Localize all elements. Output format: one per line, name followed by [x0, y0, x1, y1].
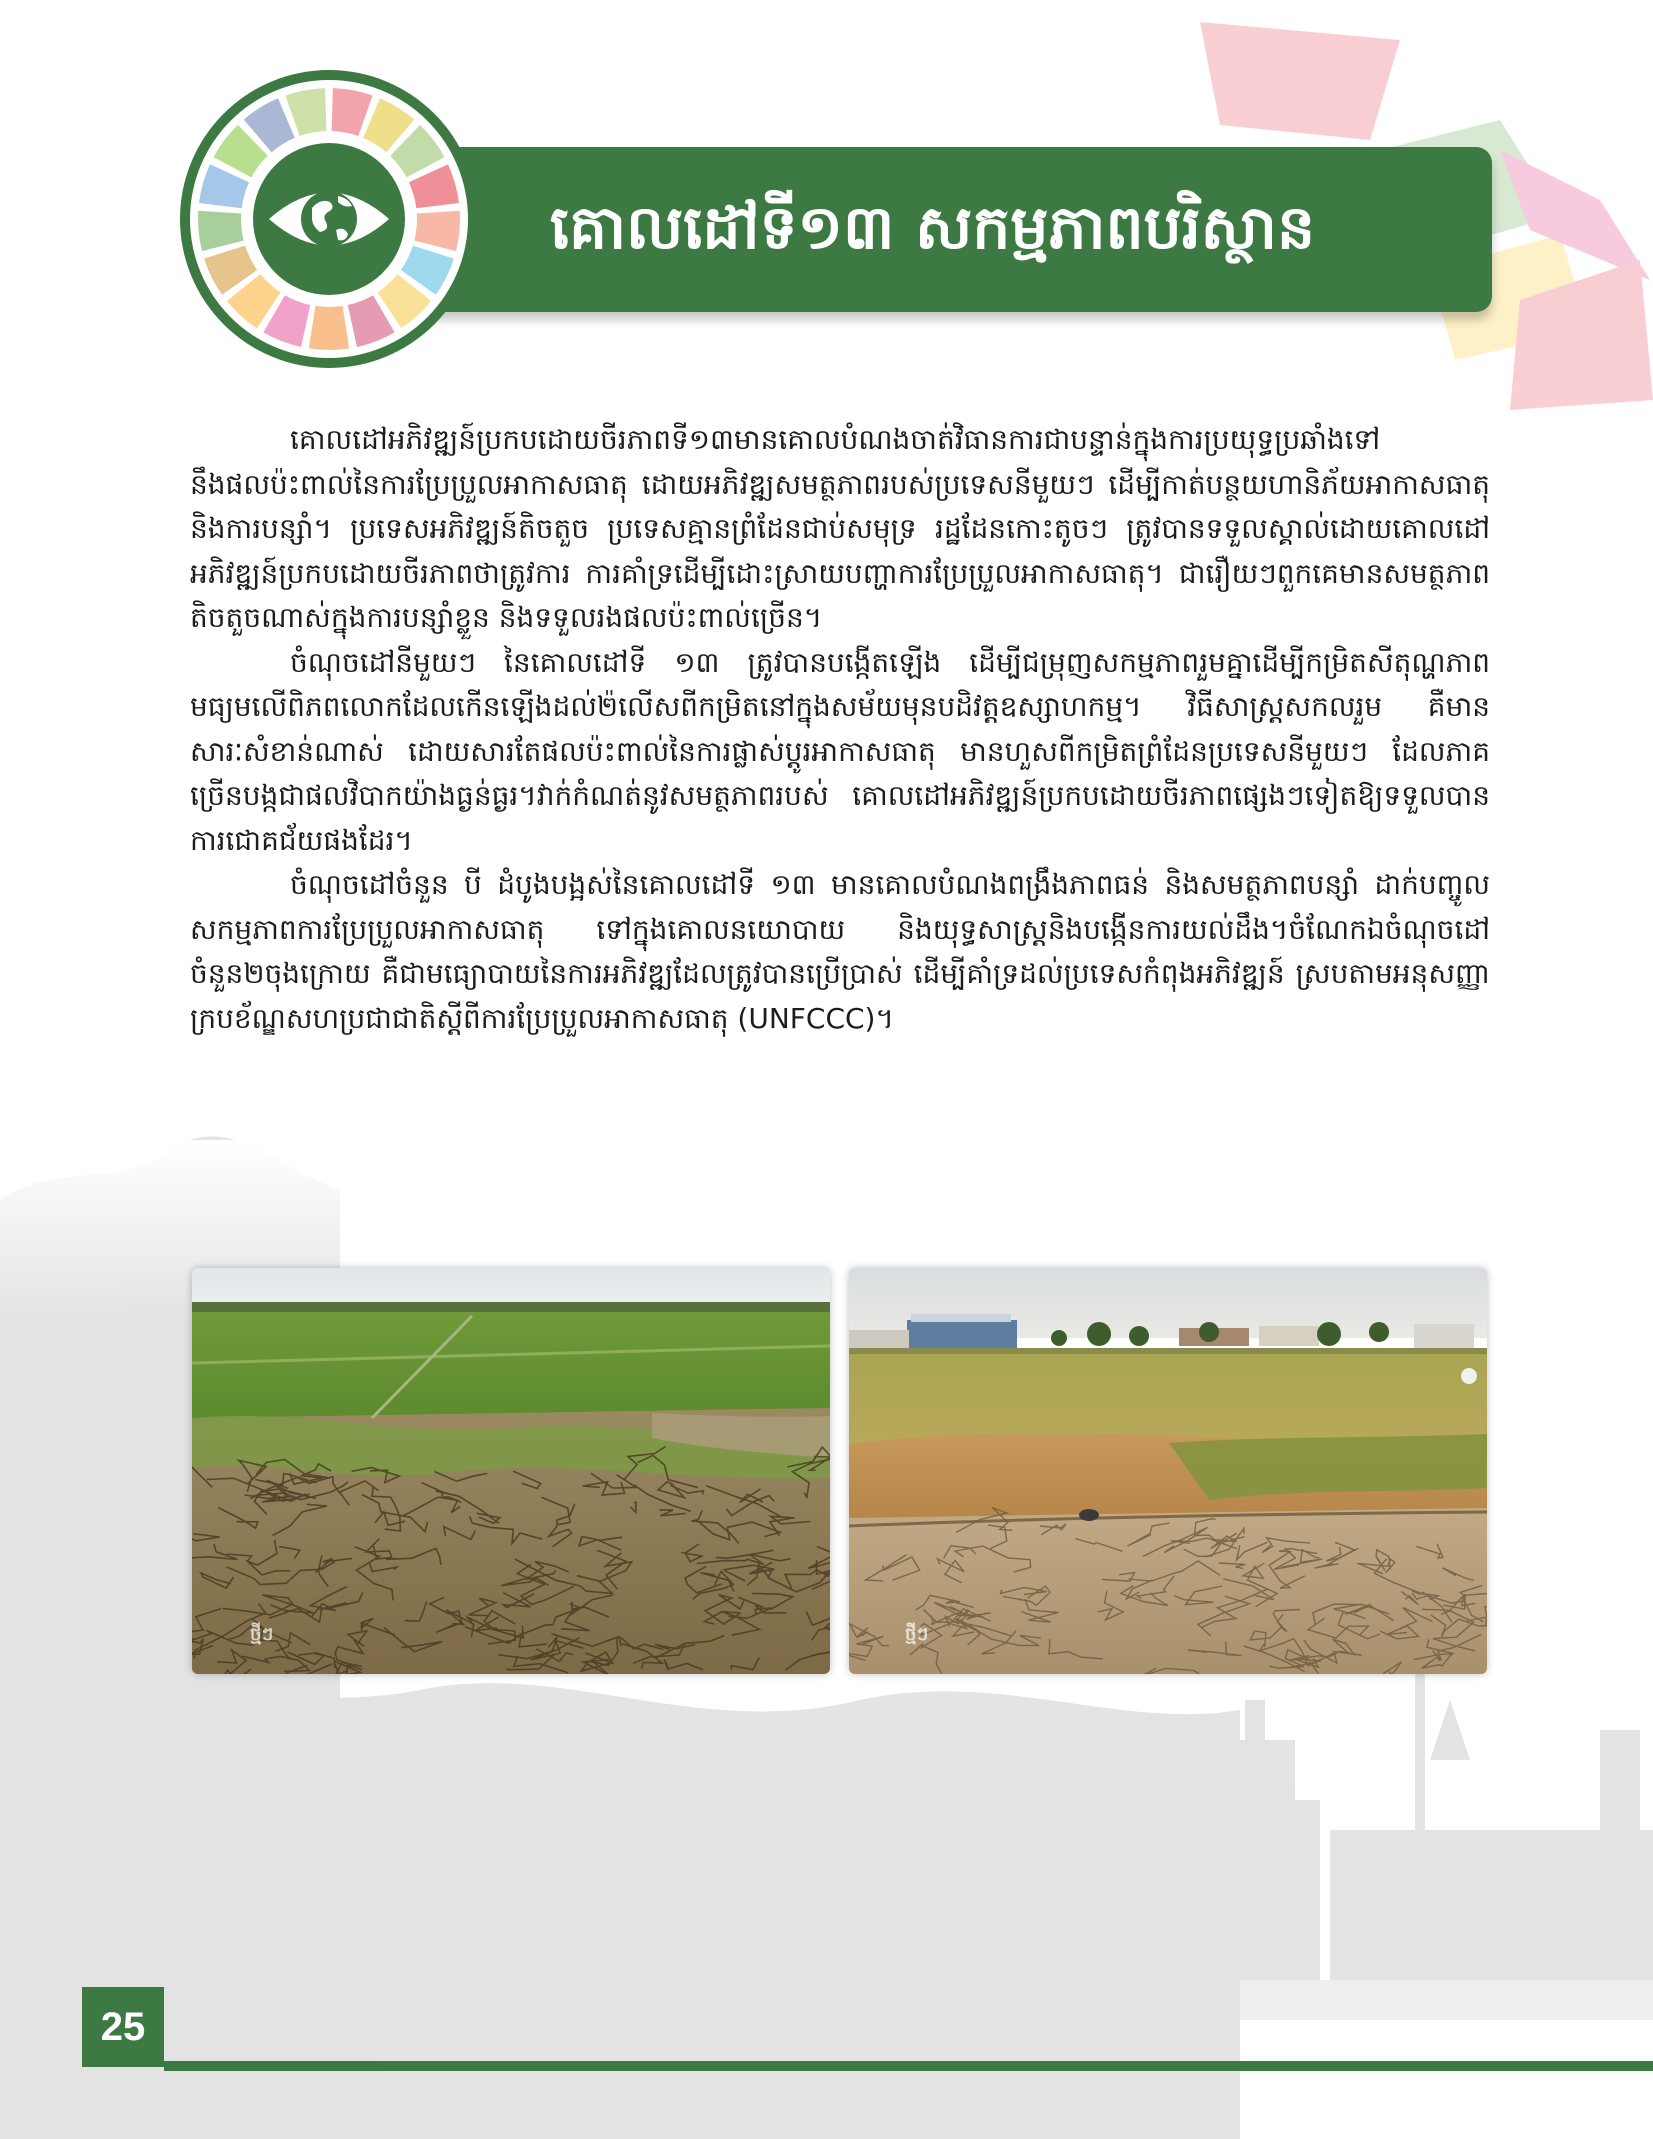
- paragraph-1: គោលដៅអភិវឌ្ឍន៍ប្រកបដោយចីរភាពទី១៣មានគោលបំណងចាត់វិធានការជាបន្ទាន់ក្នុងការប្រយុទ្ធប្រឆាំងទៅនឹងផលប៉ះពាល់នៃការប្រែប្រួលអាកាសធាតុ ដោយអភិវឌ្ឍសមត្ថភាពរបស់ប្រទេសនីមួយៗ ដើម្បីកាត់បន្ថយហានិភ័យអាកាសធាតុ និងការបន្សាំ។ ប្រទេសអភិវឌ្ឍន៍តិចតួច ប្រទេសគ្មានព្រំដែនជាប់សមុទ្រ រដ្ឋដែនកោះតូចៗ ត្រូវបានទទួលស្គាល់ដោយគោលដៅអភិវឌ្ឍន៍ប្រកបដោយចីរភាពថាត្រូវការ ការគាំទ្រដើម្បីដោះស្រាយបញ្ហាការប្រែប្រួលអាកាសធាតុ។ ជារឿយៗពួកគេមានសមត្ថភាពតិចតួចណាស់ក្នុងការបន្សាំខ្លួន និងទទួលរងផលប៉ះពាល់ច្រើន។: [190, 423, 1490, 634]
- paragraph-2: ចំណុចដៅនីមួយៗ នៃគោលដៅទី ១៣ ត្រូវបានបង្កើតឡើង ដើម្បីជម្រុញសកម្មភាពរួមគ្នាដើម្បីកម្រិតសីតុណ្ហភាពមធ្យមលើពិភពលោកដែលកើនឡើងដល់២៉លើសពីកម្រិតនៅក្នុងសម័យមុនបដិវត្តឧស្សាហកម្ម។ វិធីសាស្រ្តសកលរួម គឺមានសារៈសំខាន់ណាស់ ដោយសារតែផលប៉ះពាល់នៃការផ្លាស់ប្តូរអាកាសធាតុ មានហួសពីកម្រិតព្រំដែនប្រទេសនីមួយៗ ដែលភាគច្រើនបង្កជាផលវិបាកយ៉ាងធ្ងន់ធ្ងរ។វាក់កំណត់នូវសមត្ថភាពរបស់ គោលដៅអភិវឌ្ឍន៍ប្រកបដោយចីរភាពផ្សេងៗទៀតឱ្យទទួលបានការជោគជ័យផងដែរ។: [190, 645, 1490, 857]
- sdg-ring-segment: [309, 306, 349, 350]
- page-title: គោលដៅទី១៣ សកម្មភាពបរិស្ថាន: [550, 193, 1316, 263]
- photo-cracked-rice-field: [192, 1268, 830, 1674]
- photo-dried-canal: [849, 1268, 1487, 1674]
- page-number: 25: [100, 2005, 146, 2049]
- footer-rule: [164, 2061, 1653, 2071]
- sdg-goal-badge: [178, 68, 480, 370]
- watermark-logo: ថ្មីៗ: [250, 1624, 274, 1645]
- paragraph-3: ចំណុចដៅចំនួន បី ដំបូងបង្អស់នៃគោលដៅទី ១៣ មានគោលបំណងពង្រឹងភាពធន់ និងសមត្ថភាពបន្សាំ ដាក់បញ្ចូលសកម្មភាពការប្រែប្រួលអាកាសធាតុ ទៅក្នុងគោលនយោបាយ និងយុទ្ធសាស្រ្តនិងបង្កើនការយល់ដឹង។ចំណែកឯចំណុចដៅចំនួន២ចុងក្រោយ គឺជាមធ្យោបាយនៃការអភិវឌ្ឍដែលត្រូវបានប្រើប្រាស់ ដើម្បីគាំទ្រដល់ប្រទេសកំពុងអភិវឌ្ឍន៍ ស្របតាមអនុសញ្ញាក្របខ័ណ្ឌសហប្រជាជាតិស្តីពីការប្រែប្រួលអាកាសធាតុ (UNFCCC)។: [190, 868, 1490, 1035]
- watermark-logo: ថ្មីៗ: [905, 1624, 929, 1645]
- body-text: [190, 418, 1490, 1041]
- page-number-box: [82, 1987, 164, 2067]
